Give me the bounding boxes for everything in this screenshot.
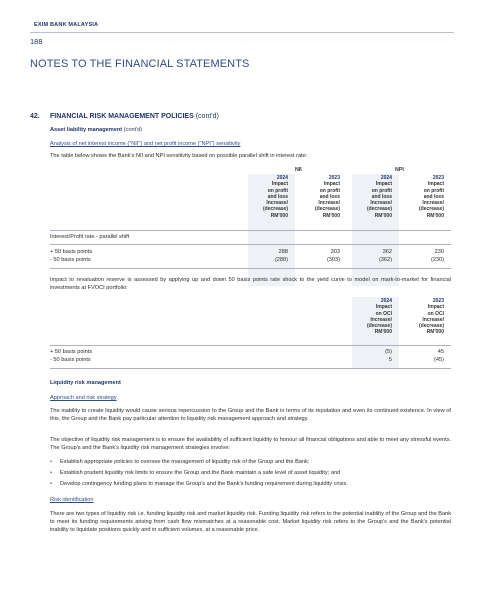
risk-identification-subtitle: Risk identification <box>50 497 94 503</box>
section-heading <box>30 113 219 120</box>
liquidity-paragraph-2: The objective of liquidity risk management is to ensure the availability of sufficient liquidity to honour all financial obligations and able to meet any stressful events. The Group's and the Bank's liquidity risk management strategies involve: <box>50 437 451 452</box>
brand-name: EXIM BANK MALAYSIA <box>34 22 99 28</box>
table-cell: 45 <box>437 349 444 355</box>
page-number: 188 <box>30 37 43 46</box>
group-header-nii: NII <box>295 167 302 173</box>
table-cell: (303) <box>326 257 340 263</box>
table2-col-header: 2024 Impact on OCI Increase/ (decrease) RM'000 <box>366 298 392 336</box>
nii-npi-subtitle: Analysis of net interest income ("NII") and net profit income ("NPI") sensitivity <box>50 141 241 147</box>
group-header-npi: NPI <box>395 167 404 173</box>
table-row-label: + 50 basis points <box>50 349 93 355</box>
header-divider <box>30 32 454 33</box>
liquidity-heading: Liquidity risk management <box>50 380 121 386</box>
list-item: • Develop contingency funding plans to manage the Group's and the Bank's funding requirement during liquidity crisis. <box>50 481 348 487</box>
table-cell: 303 <box>330 249 340 255</box>
table1-bottom-rule <box>50 268 451 269</box>
table-cell: 288 <box>278 249 288 255</box>
list-item: • Establish prudent liquidity risk limits to ensure the Group and the Bank maintain a safe level of asset liquidity; and <box>50 470 341 476</box>
table2-bottom-rule <box>50 368 451 369</box>
liquidity-paragraph-1: The inability to create liquidity would cause serious repercussion to the Group and the Bank in terms of its reputation and even its continued existence. In view of this, the Group and the Bank pay particular attention to liquidity risk management approach and strategy. <box>50 408 451 423</box>
nii-npi-intro: The table below shows the Bank's NII and NPI sensitivity based on possible parallel shift in interest rate: <box>50 153 308 159</box>
table-cell: (230) <box>430 257 444 263</box>
alm-heading <box>50 127 142 133</box>
revaluation-paragraph: Impact to revaluation reserve is assessed by applying up and down 50 basis points rate shock to the yield curve to model on mark-to-market for financial investments at FVOCI portfolio: <box>50 277 451 292</box>
section-cont: (cont'd) <box>195 113 219 120</box>
table-cell: (362) <box>378 257 392 263</box>
table-row-label: - 50 basis points <box>50 357 91 363</box>
table-cell: (45) <box>434 357 444 363</box>
section-number: 42. <box>30 113 40 120</box>
page-title: NOTES TO THE FINANCIAL STATEMENTS <box>30 58 250 70</box>
alm-cont: (cont'd) <box>123 127 143 133</box>
table1-header-rule <box>50 230 451 231</box>
liquidity-paragraph-3: There are two types of liquidity risk i.e. funding liquidity risk and market liquidity risk. Funding liquidity risk refers to the potential inability of the Group and the Bank to meet its funding requirements arising from cash flow mismatches at a reasonable cost. Market liquidity risk refers to the Group's and the Bank's potential inability to liquidate positions quickly and in sufficient volumes, at a reasonable price. <box>50 511 451 534</box>
table-row-label: - 50 basis points <box>50 257 91 263</box>
section-title: FINANCIAL RISK MANAGEMENT POLICIES <box>50 113 194 120</box>
list-item: • Establish appropriate policies to oversee the management of liquidity risk of the Group and the Bank; <box>50 459 310 465</box>
table-row-label: + 50 basis points <box>50 249 93 255</box>
table2-col-header: 2023 Impact on OCI Increase/ (decrease) RM'000 <box>418 298 444 336</box>
table2-header-rule <box>50 345 451 346</box>
table1-rule <box>50 244 451 245</box>
table1-col-header: 2024 Impact on profit and loss Increase/ (decrease) RM'000 <box>366 175 392 219</box>
table1-col-header: 2024 Impact on profit and loss Increase/ (decrease) RM'000 <box>262 175 288 219</box>
alm-title: Asset liability management <box>50 127 123 133</box>
table-cell: (288) <box>274 257 288 263</box>
table-cell: 230 <box>434 249 444 255</box>
table-cell: 362 <box>382 249 392 255</box>
table1-col-header: 2023 Impact on profit and loss Increase/ (decrease) RM'000 <box>314 175 340 219</box>
approach-subtitle: Approach and risk strategy <box>50 395 117 401</box>
table-cell: (5) <box>385 349 392 355</box>
table1-row-group: Interest/Profit rate - parallel shift <box>50 234 130 240</box>
table-cell: 5 <box>388 357 392 363</box>
table1-col-header: 2023 Impact on profit and loss Increase/ (decrease) RM'000 <box>418 175 444 219</box>
